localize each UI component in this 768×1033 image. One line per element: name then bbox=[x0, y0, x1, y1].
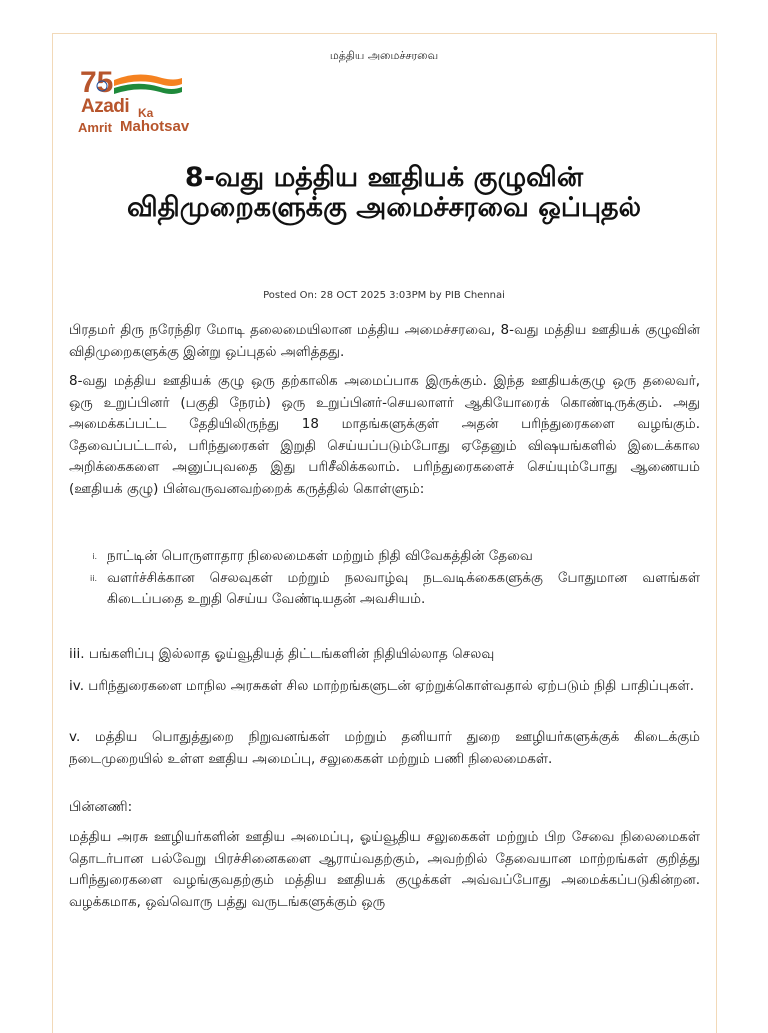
list-item bbox=[69, 546, 700, 568]
logo-ka-text: Ka bbox=[138, 106, 154, 120]
paragraph-text: பின்னணி: bbox=[69, 799, 133, 815]
paragraph-commission-details bbox=[69, 371, 700, 500]
paragraph-text: பிரதமர் திரு நரேந்திர மோடி தலைமையிலான மத்திய அமைச்சரவை, 8-வது மத்திய ஊதியக் குழுவின் விதிமுறைகளுக்கு இன்று ஒப்புதல் அளித்தது. bbox=[69, 322, 700, 360]
paragraph-text: மத்திய அரசு ஊழியர்களின் ஊதிய அமைப்பு, ஓய்வூதிய சலுகைகள் மற்றும் பிற சேவை நிலைமைகள் தொடர்பான பல்வேறு பிரச்சினைகளை ஆராய்வதற்கும், அவற்றில் தேவையான மாற்றங்கள் குறித்து பரிந்துரைகளை வழங்குவதற்கும் மத்திய ஊதியக் குழுக்கள் அவ்வப்போது அமைக்கப்படுகின்றன. வழக்கமாக, ஒவ்வொரு பத்து வருடங்களுக்கும் ஒரு bbox=[69, 829, 700, 910]
page-title: 8-வது மத்திய ஊதியக் குழுவின் விதிமுறைகளுக்கு அமைச்சரவை ஒப்புதல் bbox=[126, 162, 642, 223]
paragraph-text: 8-வது மத்திய ஊதியக் குழு ஒரு தற்காலிக அமைப்பாக இருக்கும். இந்த ஊதியக்குழு ஒரு தலைவர், ஒரு உறுப்பினர் (பகுதி நேரம்) ஒரு உறுப்பினர்-செயலாளர் ஆகியோரைக் கொண்டிருக்கும். அது அமைக்கப்பட்ட தேதியிலிருந்து 18 மாதங்களுக்குள் அதன் பரிந்துரைகளை வழங்கும். தேவைப்பட்டால், பரிந்துரைகள் இறுதி செய்யப்படும்போது ஏதேனும் விஷயங்களில் இடைக்கால அறிக்கைகளை அனுப்புவதை இது பரிசீலிக்கலாம். பரிந்துரைகளைச் செய்யும்போது ஆணையம் (ஊதியக் குழு) பின்வருவனவற்றைக் கருத்தில் கொள்ளும்: bbox=[69, 373, 700, 497]
ministry-header: மத்திய அமைச்சரவை bbox=[329, 49, 439, 62]
paragraph-text: iii. பங்களிப்பு இல்லாத ஓய்வூதியத் திட்டங்களின் நிதியில்லாத செலவு bbox=[69, 646, 495, 662]
paragraph-text: v. மத்திய பொதுத்துறை நிறுவனங்கள் மற்றும் தனியார் துறை ஊழியர்களுக்குக் கிடைக்கும் நடைமுறையில் உள்ள ஊதிய அமைப்பு, சலுகைகள் மற்றும் பணி நிலைமைகள். bbox=[69, 729, 700, 767]
logo-75-graphic bbox=[78, 66, 188, 100]
list-item bbox=[69, 568, 700, 611]
considerations-list bbox=[69, 546, 700, 611]
logo-mahotsav-text: Mahotsav bbox=[120, 118, 190, 135]
logo-amrit-text: Amrit bbox=[78, 120, 112, 135]
background-heading bbox=[69, 797, 700, 819]
list-item-number: ii. bbox=[90, 573, 97, 583]
paragraph-item-iii bbox=[69, 644, 700, 666]
paragraph-background bbox=[69, 827, 700, 913]
list-item-number: i. bbox=[92, 552, 97, 561]
posted-on-line: Posted On: 28 OCT 2025 3:03PM by PIB Chennai bbox=[263, 290, 505, 301]
paragraph-text: iv. பரிந்துரைகளை மாநில அரசுகள் சில மாற்றங்களுடன் ஏற்றுக்கொள்வதால் ஏற்படும் நிதி பாதிப்புகள். bbox=[69, 678, 694, 694]
list-item-text: நாட்டின் பொருளாதார நிலைமைகள் மற்றும் நிதி விவேகத்தின் தேவை bbox=[107, 548, 533, 564]
paragraph-item-iv bbox=[69, 676, 700, 698]
azadi-ka-amrit-mahotsav-logo bbox=[78, 66, 188, 142]
paragraph-intro bbox=[69, 320, 700, 363]
logo-azadi-text: Azadi bbox=[81, 96, 130, 117]
list-item-text: வளர்ச்சிக்கான செலவுகள் மற்றும் நலவாழ்வு நடவடிக்கைகளுக்கு போதுமான வளங்கள் கிடைப்பதை உறுதி செய்ய வேண்டியதன் அவசியம். bbox=[107, 569, 700, 607]
logo-75-text: 75 bbox=[80, 66, 114, 99]
paragraph-item-v bbox=[69, 727, 700, 770]
